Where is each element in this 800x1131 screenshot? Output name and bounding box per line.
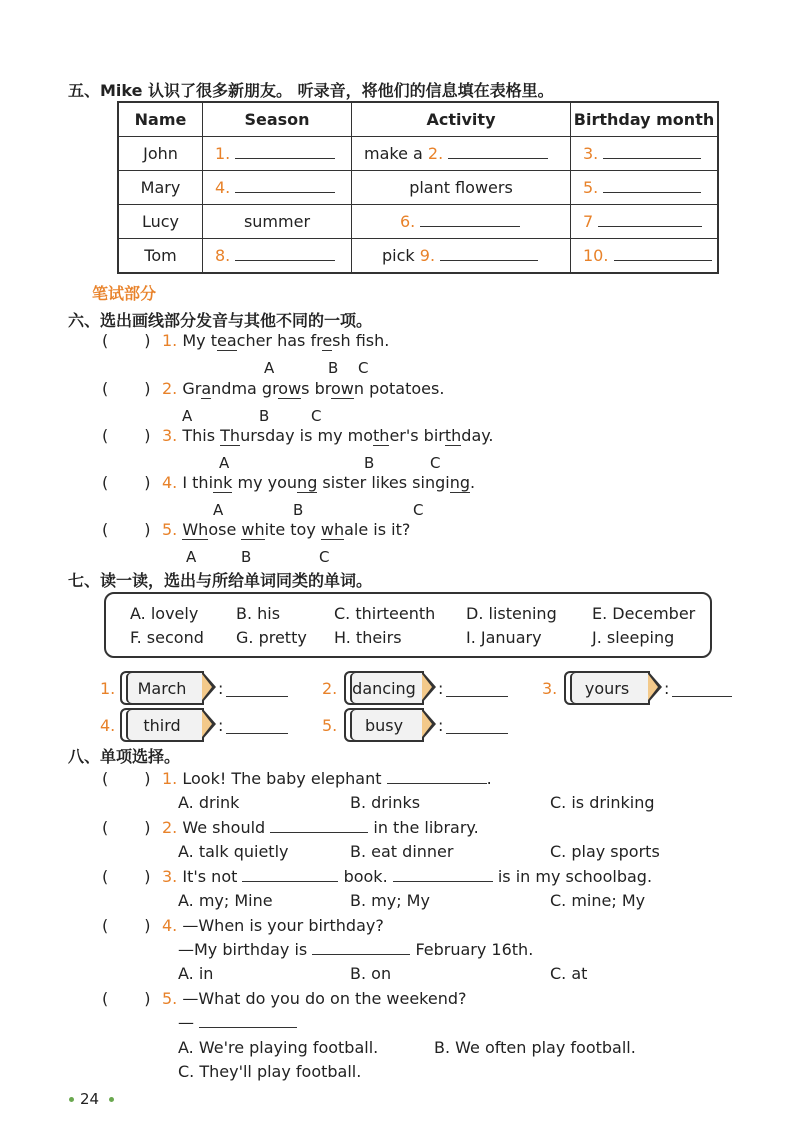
answer-blank[interactable] [420,225,520,227]
option-letter: B [293,501,304,519]
answer-blank[interactable] [226,732,288,734]
header-season: Season [203,102,352,137]
blank-number: 5. [583,178,599,197]
blank-number: 1. [215,144,231,163]
word-option: B. his [236,604,281,623]
tag-arrow-fill [202,674,212,700]
blank-number: 2. [427,144,444,163]
answer-paren[interactable]: ( ) [102,867,151,886]
header-name: Name [118,102,203,137]
answer-blank[interactable] [440,259,538,261]
choice-a: A. in [178,964,214,983]
header-birthday-month: Birthday month [571,102,719,137]
choice-b: B. We often play football. [434,1038,636,1057]
answer-paren[interactable]: ( ) [102,426,151,445]
answer-blank[interactable] [603,157,701,159]
cell-activity[interactable] [352,239,571,274]
word-option: A. lovely [130,604,199,623]
answer-paren[interactable]: ( ) [102,473,151,492]
blank-number: 3. [583,144,599,163]
tag-label: dancing [344,671,424,705]
word-option: I. January [466,628,542,647]
answer-blank[interactable] [226,695,288,697]
choice-c: C. at [550,964,588,983]
colon: : [218,716,224,735]
choice-c: C. They'll play football. [178,1062,362,1081]
colon: : [218,679,224,698]
answer-paren[interactable]: ( ) [102,916,151,935]
answer-blank[interactable] [448,157,548,159]
cell-activity[interactable] [352,137,571,171]
blank-number: 9. [419,246,436,265]
answer-paren[interactable]: ( ) [102,379,151,398]
moon-icon [68,284,84,302]
question-8-4-line2: —My birthday is February 16th. [178,940,534,959]
tag-number: 4. [100,716,116,735]
tag-number: 3. [542,679,558,698]
colon: : [664,679,670,698]
cell-activity[interactable] [352,205,571,239]
option-letter: B [259,407,270,425]
answer-blank[interactable] [672,695,732,697]
cell-name: Tom [118,239,203,274]
colon: : [438,679,444,698]
answer-paren[interactable]: ( ) [102,769,151,788]
answer-blank[interactable] [446,695,508,697]
cell-season: summer [203,205,352,239]
table-row [118,137,718,171]
colon: : [438,716,444,735]
answer-paren[interactable]: ( ) [102,989,151,1008]
answer-blank[interactable] [614,259,712,261]
answer-blank[interactable] [603,191,701,193]
word-option: J. sleeping [592,628,675,647]
cell-activity: plant flowers [352,171,571,205]
option-letter: A [182,407,193,425]
cell-name: Mary [118,171,203,205]
table-row [118,205,718,239]
tag-label: busy [344,708,424,742]
header-activity: Activity [352,102,571,137]
page-dot-left [69,1097,74,1102]
option-letter: A [213,501,224,519]
cell-name: Lucy [118,205,203,239]
question-8-5: 5. —What do you do on the weekend? [162,989,467,1008]
word-option: C. thirteenth [334,604,436,623]
option-letter: C [311,407,322,425]
tag-arrow-fill [202,711,212,737]
option-letter: C [430,454,441,472]
answer-blank[interactable] [446,732,508,734]
cell-month[interactable] [571,137,719,171]
question-8-1: 1. Look! The baby elephant . [162,769,492,788]
option-letter: A [186,548,197,566]
answer-blank[interactable] [235,259,335,261]
section5-title: 五、Mike 认识了很多新朋友。 听录音，将他们的信息填在表格里。 [68,81,554,100]
question-6-1: 1. My teacher has fresh fsh. [162,331,390,350]
word-option: D. listening [466,604,557,623]
activity-text: make a [364,144,423,163]
tag-label: third [120,708,204,742]
blank-number: 6. [400,212,416,231]
choice-c: C. is drinking [550,793,655,812]
word-option: G. pretty [236,628,307,647]
cell-season[interactable] [203,137,352,171]
question-8-3: 3. It's not book. is in my schoolbag. [162,867,653,886]
tag-number: 5. [322,716,338,735]
written-part-header [68,281,156,304]
question-8-4: 4. —When is your birthday? [162,916,384,935]
blank-number: 10. [583,246,609,265]
section7-title: 七、读一读，选出与所给单词同类的单词。 [68,571,373,590]
blank-number: 8. [215,246,231,265]
cell-name: John [118,137,203,171]
word-option: E. December [592,604,696,623]
info-table [117,101,719,274]
choice-a: A. my; Mine [178,891,273,910]
cell-month[interactable] [571,171,719,205]
word-option: F. second [130,628,204,647]
cell-month[interactable] [571,205,719,239]
table-row [118,171,718,205]
choice-a: A. We're playing football. [178,1038,379,1057]
blank-number: 4. [215,178,231,197]
question-6-3: 3. This Thursday is my mother's birthday. [162,426,494,445]
page-number: 24 [80,1090,100,1108]
choice-c: C. mine; My [550,891,646,910]
word-option: H. theirs [334,628,402,647]
question-8-2: 2. We should in the library. [162,818,479,837]
option-letter: B [364,454,375,472]
section8-title: 八、单项选择。 [68,747,181,766]
table-header-row [118,102,718,137]
option-letter: C [413,501,424,519]
choice-b: B. my; My [350,891,430,910]
question-6-4: 4. I think my young sister likes singing. [162,473,476,492]
answer-paren[interactable]: ( ) [102,818,151,837]
option-letter: C [358,359,369,377]
word-bank [104,592,712,658]
cell-month[interactable] [571,239,719,274]
tag-number: 2. [322,679,338,698]
answer-blank[interactable] [598,225,702,227]
page-dot-right [109,1097,114,1102]
option-letter: B [241,548,252,566]
answer-paren[interactable]: ( ) [102,331,151,350]
choice-b: B. eat dinner [350,842,454,861]
option-letter: A [219,454,230,472]
activity-text: pick [382,246,415,265]
choice-a: A. talk quietly [178,842,289,861]
tag-number: 1. [100,679,116,698]
option-letter: B [328,359,339,377]
choice-c: C. play sports [550,842,660,861]
tag-arrow-fill [422,711,432,737]
table-row [118,239,718,274]
tag-arrow-fill [422,674,432,700]
question-6-2: 2. Grandma grows brown potatoes. [162,379,445,398]
blank-number: 7 [583,212,594,231]
tag-label: March [120,671,204,705]
question-8-5-line2: — [178,1013,297,1032]
choice-b: B. drinks [350,793,421,812]
tag-arrow-fill [648,674,658,700]
tag-label: yours [564,671,650,705]
question-6-5: 5. Whose white toy whale is it? [162,520,411,539]
choice-b: B. on [350,964,392,983]
cell-season[interactable] [203,171,352,205]
section6-title: 六、选出画线部分发音与其他不同的一项。 [68,311,373,330]
choice-a: A. drink [178,793,240,812]
option-letter: C [319,548,330,566]
written-part-label: 笔试部分 [92,284,157,303]
option-letter: A [264,359,275,377]
cell-season[interactable] [203,239,352,274]
answer-blank[interactable] [235,157,335,159]
answer-blank[interactable] [235,191,335,193]
answer-paren[interactable]: ( ) [102,520,151,539]
